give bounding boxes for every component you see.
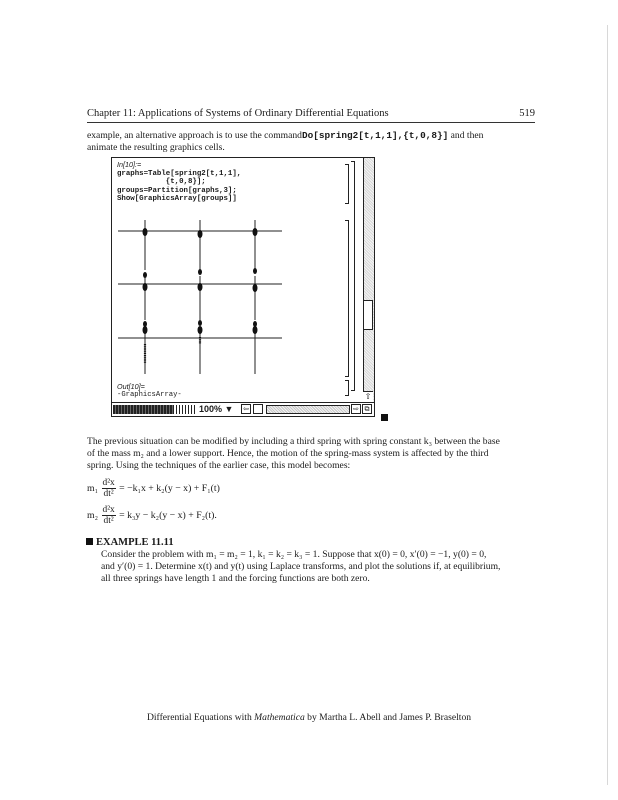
eq-denominator: dt² <box>103 516 114 526</box>
inline-command: Do[spring2[t,1,1],{t,0,8}] <box>301 130 449 141</box>
intro-text: example, an alternative approach is to use the command <box>87 130 302 141</box>
chapter-title: Chapter 11: Applications of Systems of Ordinary Differential Equations <box>87 108 389 119</box>
eq-derivative <box>102 478 116 499</box>
eq-denominator: dt² <box>103 489 114 499</box>
eq-numerator: d²x <box>102 505 115 515</box>
chevron-down-icon: ▼ <box>224 404 234 414</box>
output-value: -GraphicsArray- <box>117 391 182 399</box>
scroll-thumb[interactable] <box>363 300 373 330</box>
intro-line-1 <box>87 130 537 142</box>
scroll-right-icon[interactable]: ⇨ <box>351 404 361 414</box>
vertical-scrollbar[interactable] <box>363 158 374 402</box>
eq-numerator: d²x <box>102 478 115 488</box>
eq-derivative <box>102 505 116 526</box>
mass <box>198 269 202 275</box>
intro-text-tail: and then <box>448 130 484 141</box>
out-label: Out[10]= <box>117 382 145 391</box>
page-edge-line <box>607 25 608 785</box>
page-footer <box>0 712 618 723</box>
end-marker-square <box>381 414 388 421</box>
horizontal-scrollbar[interactable] <box>266 405 350 414</box>
in-label: In[10]:= <box>117 160 142 169</box>
mass <box>253 228 258 236</box>
equation-1 <box>87 478 220 499</box>
header-rule <box>87 122 535 123</box>
horizontal-scroll-box[interactable] <box>253 404 263 414</box>
output-cell[interactable] <box>117 382 182 400</box>
example-body <box>101 549 537 585</box>
window-status-bar <box>112 402 374 416</box>
code-line: graphs=Table[spring2[t,1,1], <box>117 169 242 178</box>
page-number: 519 <box>519 108 535 119</box>
mass <box>143 272 147 278</box>
footer-authors: by Martha L. Abell and James P. Braselton <box>304 712 472 723</box>
footer-text: Differential Equations with <box>146 712 255 723</box>
code-line: groups=Partition[graphs,3]; <box>117 186 237 195</box>
equation-2 <box>87 505 217 526</box>
example-line: and y′(0) = 1. Determine x(t) and y(t) using Laplace transforms, and plot the solutions if, at equilibrium, <box>101 561 501 572</box>
mass <box>198 230 203 238</box>
body-line: The previous situation can be modified by including a third spring with spring constant k₃ between the base <box>87 436 500 447</box>
example-line: Consider the problem with m₁ = m₂ = 1, k₁ = k₂ = k₃ = 1. Suppose that x(0) = 0, x′(0) = −1, y(0) = 0, <box>101 549 487 560</box>
mass <box>253 284 258 292</box>
graphics-array <box>112 158 362 378</box>
mass <box>143 228 148 236</box>
footer-italic: Mathematica <box>254 712 305 723</box>
body-paragraph <box>87 436 537 472</box>
zoom-control[interactable] <box>199 403 233 416</box>
mass <box>198 326 203 334</box>
example-title: EXAMPLE 11.11 <box>96 537 174 548</box>
mass <box>253 326 258 334</box>
resize-icon[interactable]: ⧉ <box>362 404 372 414</box>
intro-line-2: animate the resulting graphics cells. <box>87 142 225 153</box>
mass <box>143 326 148 334</box>
example-heading <box>86 537 174 548</box>
mass <box>198 283 203 291</box>
intro-paragraph <box>87 130 537 154</box>
running-header <box>87 108 535 119</box>
ruler-ticks <box>173 405 197 414</box>
eq-rhs: = k₃y − k₂(y − x) + F₂(t). <box>119 509 217 521</box>
eq-mass: m₁ <box>87 482 99 494</box>
zoom-level: 100% <box>199 404 223 414</box>
mass <box>198 320 202 326</box>
bullet-square-icon <box>86 538 93 545</box>
scroll-left-icon[interactable]: ⇦ <box>241 404 251 414</box>
eq-rhs: = −k₁x + k₂(y − x) + F₁(t) <box>119 482 220 494</box>
body-line: spring. Using the techniques of the earlier case, this model becomes: <box>87 460 351 471</box>
code-line: {t,0,8}]; <box>117 178 206 187</box>
scroll-arrow-icon[interactable]: ⇧ <box>364 392 372 401</box>
mass <box>253 268 257 274</box>
cell-insertion-bar <box>113 405 173 414</box>
example-line: all three springs have length 1 and the forcing functions are both zero. <box>101 573 370 584</box>
body-line: of the mass m₂ and a lower support. Hence, the motion of the spring-mass system is affected by the third <box>87 448 489 459</box>
eq-mass: m₂ <box>87 509 99 521</box>
code-line: Show[GraphicsArray[groups]] <box>117 195 237 204</box>
mass <box>143 283 148 291</box>
notebook-window <box>111 157 375 417</box>
output-cell-bracket[interactable] <box>345 380 349 396</box>
